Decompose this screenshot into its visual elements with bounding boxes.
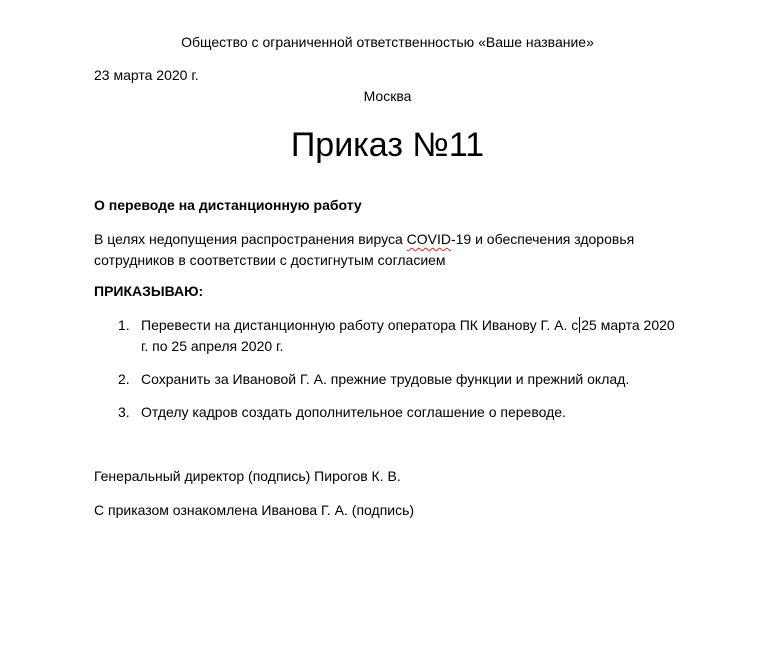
- order-item-text: Сохранить за Ивановой Г. А. прежние трудовые функции и прежний оклад.: [141, 371, 630, 387]
- order-intro: [94, 229, 694, 271]
- order-city: Москва: [363, 88, 412, 104]
- order-item-number: 1.: [118, 317, 130, 333]
- order-item-text-end: 25 марта 2020 г. по 25 апреля 2020 г.: [141, 317, 675, 354]
- order-item-text: Отделу кадров создать дополнительное соглашение о переводе.: [141, 404, 566, 420]
- order-item-1: [94, 315, 681, 357]
- order-item-2: [94, 369, 681, 390]
- order-title: Приказ №11: [290, 126, 485, 164]
- order-item-text-start: Перевести на дистанционную работу оператора ПК Иванову Г. А. с: [141, 317, 579, 333]
- acknowledgement-line: С приказом ознакомлена Иванова Г. А. (подпись): [94, 502, 415, 518]
- director-signature: Генеральный директор (подпись) Пирогов К. В.: [94, 468, 401, 484]
- order-subject: О переводе на дистанционную работу: [94, 197, 362, 213]
- intro-text-start: В целях недопущения распространения вируса: [94, 231, 407, 247]
- order-item-number: 3.: [118, 404, 130, 420]
- order-items-list: [94, 315, 694, 435]
- intro-text-end: -19 и обеспечения здоровья сотрудников в соответствии с достигнутым согласием: [94, 231, 635, 268]
- spellcheck-word-covid[interactable]: COVID: [406, 231, 451, 247]
- order-date: 23 марта 2020 г.: [94, 67, 199, 83]
- order-word: ПРИКАЗЫВАЮ:: [94, 283, 204, 299]
- organization-name: Общество с ограниченной ответственностью «Ваше название»: [181, 34, 594, 50]
- order-item-number: 2.: [118, 371, 130, 387]
- order-item-3: [94, 402, 681, 423]
